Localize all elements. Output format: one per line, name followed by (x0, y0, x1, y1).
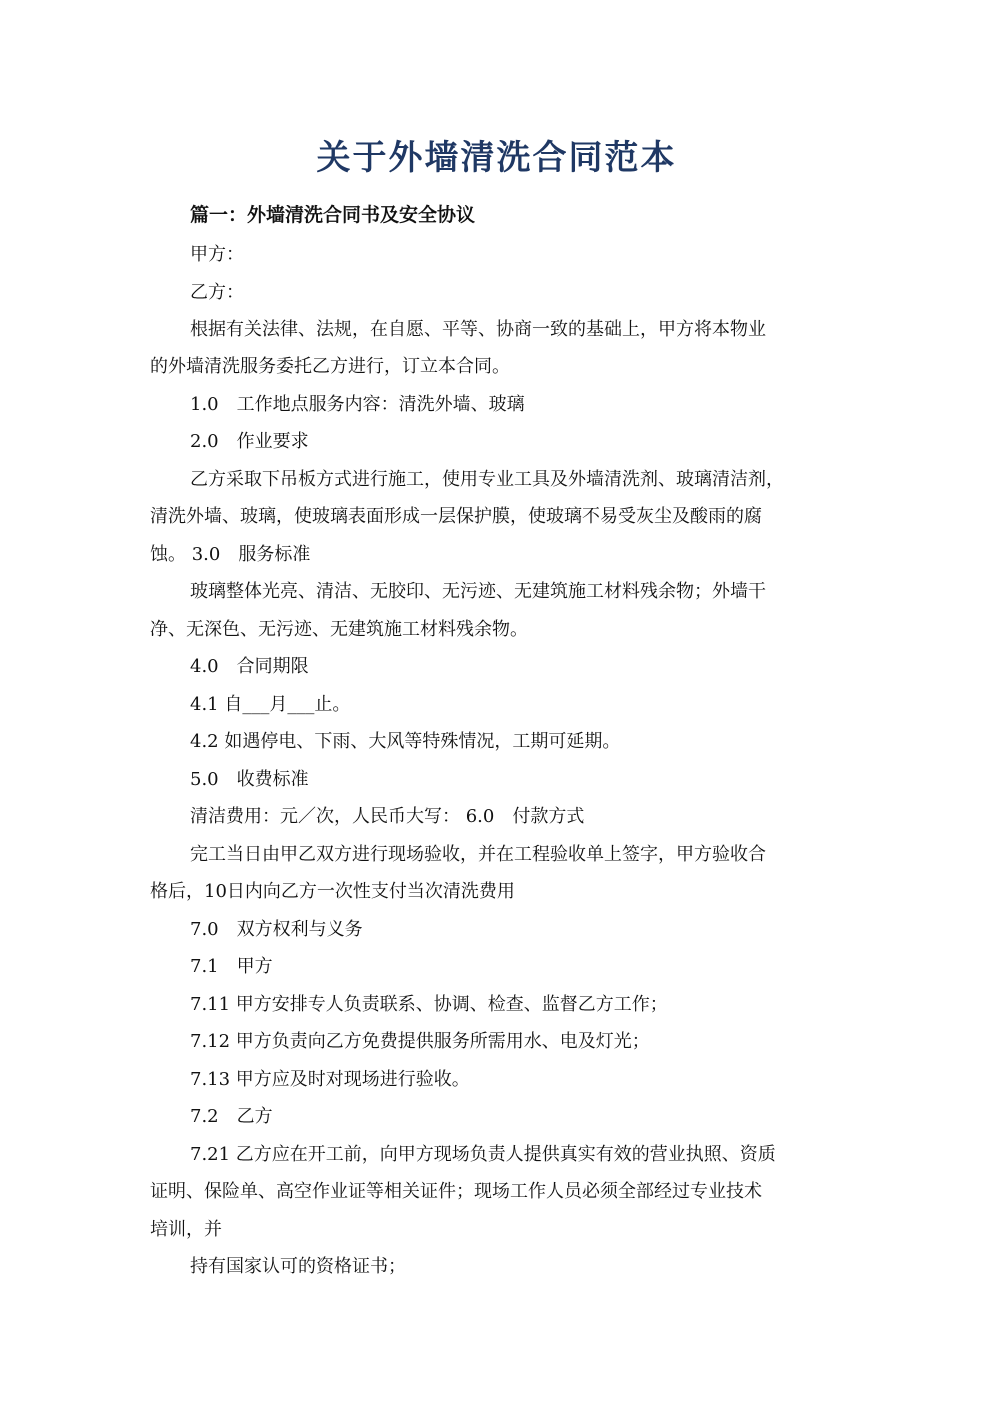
clause-heading: 5.0 收费标准 (190, 769, 309, 790)
paragraph-line: 玻璃整体光亮、清洁、无胶印、无污迹、无建筑施工材料残余物；外墙干 (190, 581, 766, 602)
clause-heading: 2.0 作业要求 (190, 431, 309, 452)
clause-heading: 7.0 双方权利与义务 (190, 919, 363, 940)
paragraph-line: 净、无深色、无污迹、无建筑施工材料残余物。 (150, 619, 528, 640)
paragraph-line: 完工当日由甲乙双方进行现场验收，并在工程验收单上签字，甲方验收合 (190, 844, 766, 865)
clause-line: 4.1 自___月___止。 (190, 694, 351, 715)
paragraph-line: 蚀。 3.0 服务标准 (150, 544, 311, 565)
section-title: 篇一：外墙清洗合同书及安全协议 (190, 204, 476, 226)
paragraph-line: 清洗外墙、玻璃，使玻璃表面形成一层保护膜，使玻璃不易受灰尘及酸雨的腐 (150, 506, 762, 527)
clause-heading: 1.0 工作地点服务内容：清洗外墙、玻璃 (190, 394, 525, 415)
party-b-line: 乙方： (190, 282, 244, 303)
clause-heading: 4.0 合同期限 (190, 656, 309, 677)
clause-line: 7.11 甲方安排专人负责联系、协调、检查、监督乙方工作； (190, 994, 668, 1015)
clause-line: 清洁费用：元／次，人民币大写： 6.0 付款方式 (190, 806, 585, 827)
clause-heading: 7.1 甲方 (190, 956, 273, 977)
clause-line: 7.13 甲方应及时对现场进行验收。 (190, 1069, 470, 1090)
paragraph-line: 证明、保险单、高空作业证等相关证件；现场工作人员必须全部经过专业技术 (150, 1181, 762, 1202)
clause-line: 7.21 乙方应在开工前，向甲方现场负责人提供真实有效的营业执照、资质 (190, 1144, 776, 1165)
clause-line: 7.12 甲方负责向乙方免费提供服务所需用水、电及灯光； (190, 1031, 650, 1052)
clause-heading: 7.2 乙方 (190, 1106, 273, 1127)
paragraph-line: 乙方采取下吊板方式进行施工，使用专业工具及外墙清洗剂、玻璃清洁剂， (190, 469, 784, 490)
document-title: 关于外墙清洗合同范本 (316, 138, 677, 178)
paragraph-line: 格后，10日内向乙方一次性支付当次清洗费用 (150, 881, 515, 902)
paragraph-line: 持有国家认可的资格证书； (190, 1256, 406, 1277)
paragraph-line: 根据有关法律、法规，在自愿、平等、协商一致的基础上，甲方将本物业 (190, 319, 766, 340)
clause-line: 4.2 如遇停电、下雨、大风等特殊情况，工期可延期。 (190, 731, 621, 752)
party-a-line: 甲方： (190, 244, 244, 265)
paragraph-line: 的外墙清洗服务委托乙方进行，订立本合同。 (150, 356, 510, 377)
paragraph-line: 培训，并 (150, 1219, 222, 1240)
